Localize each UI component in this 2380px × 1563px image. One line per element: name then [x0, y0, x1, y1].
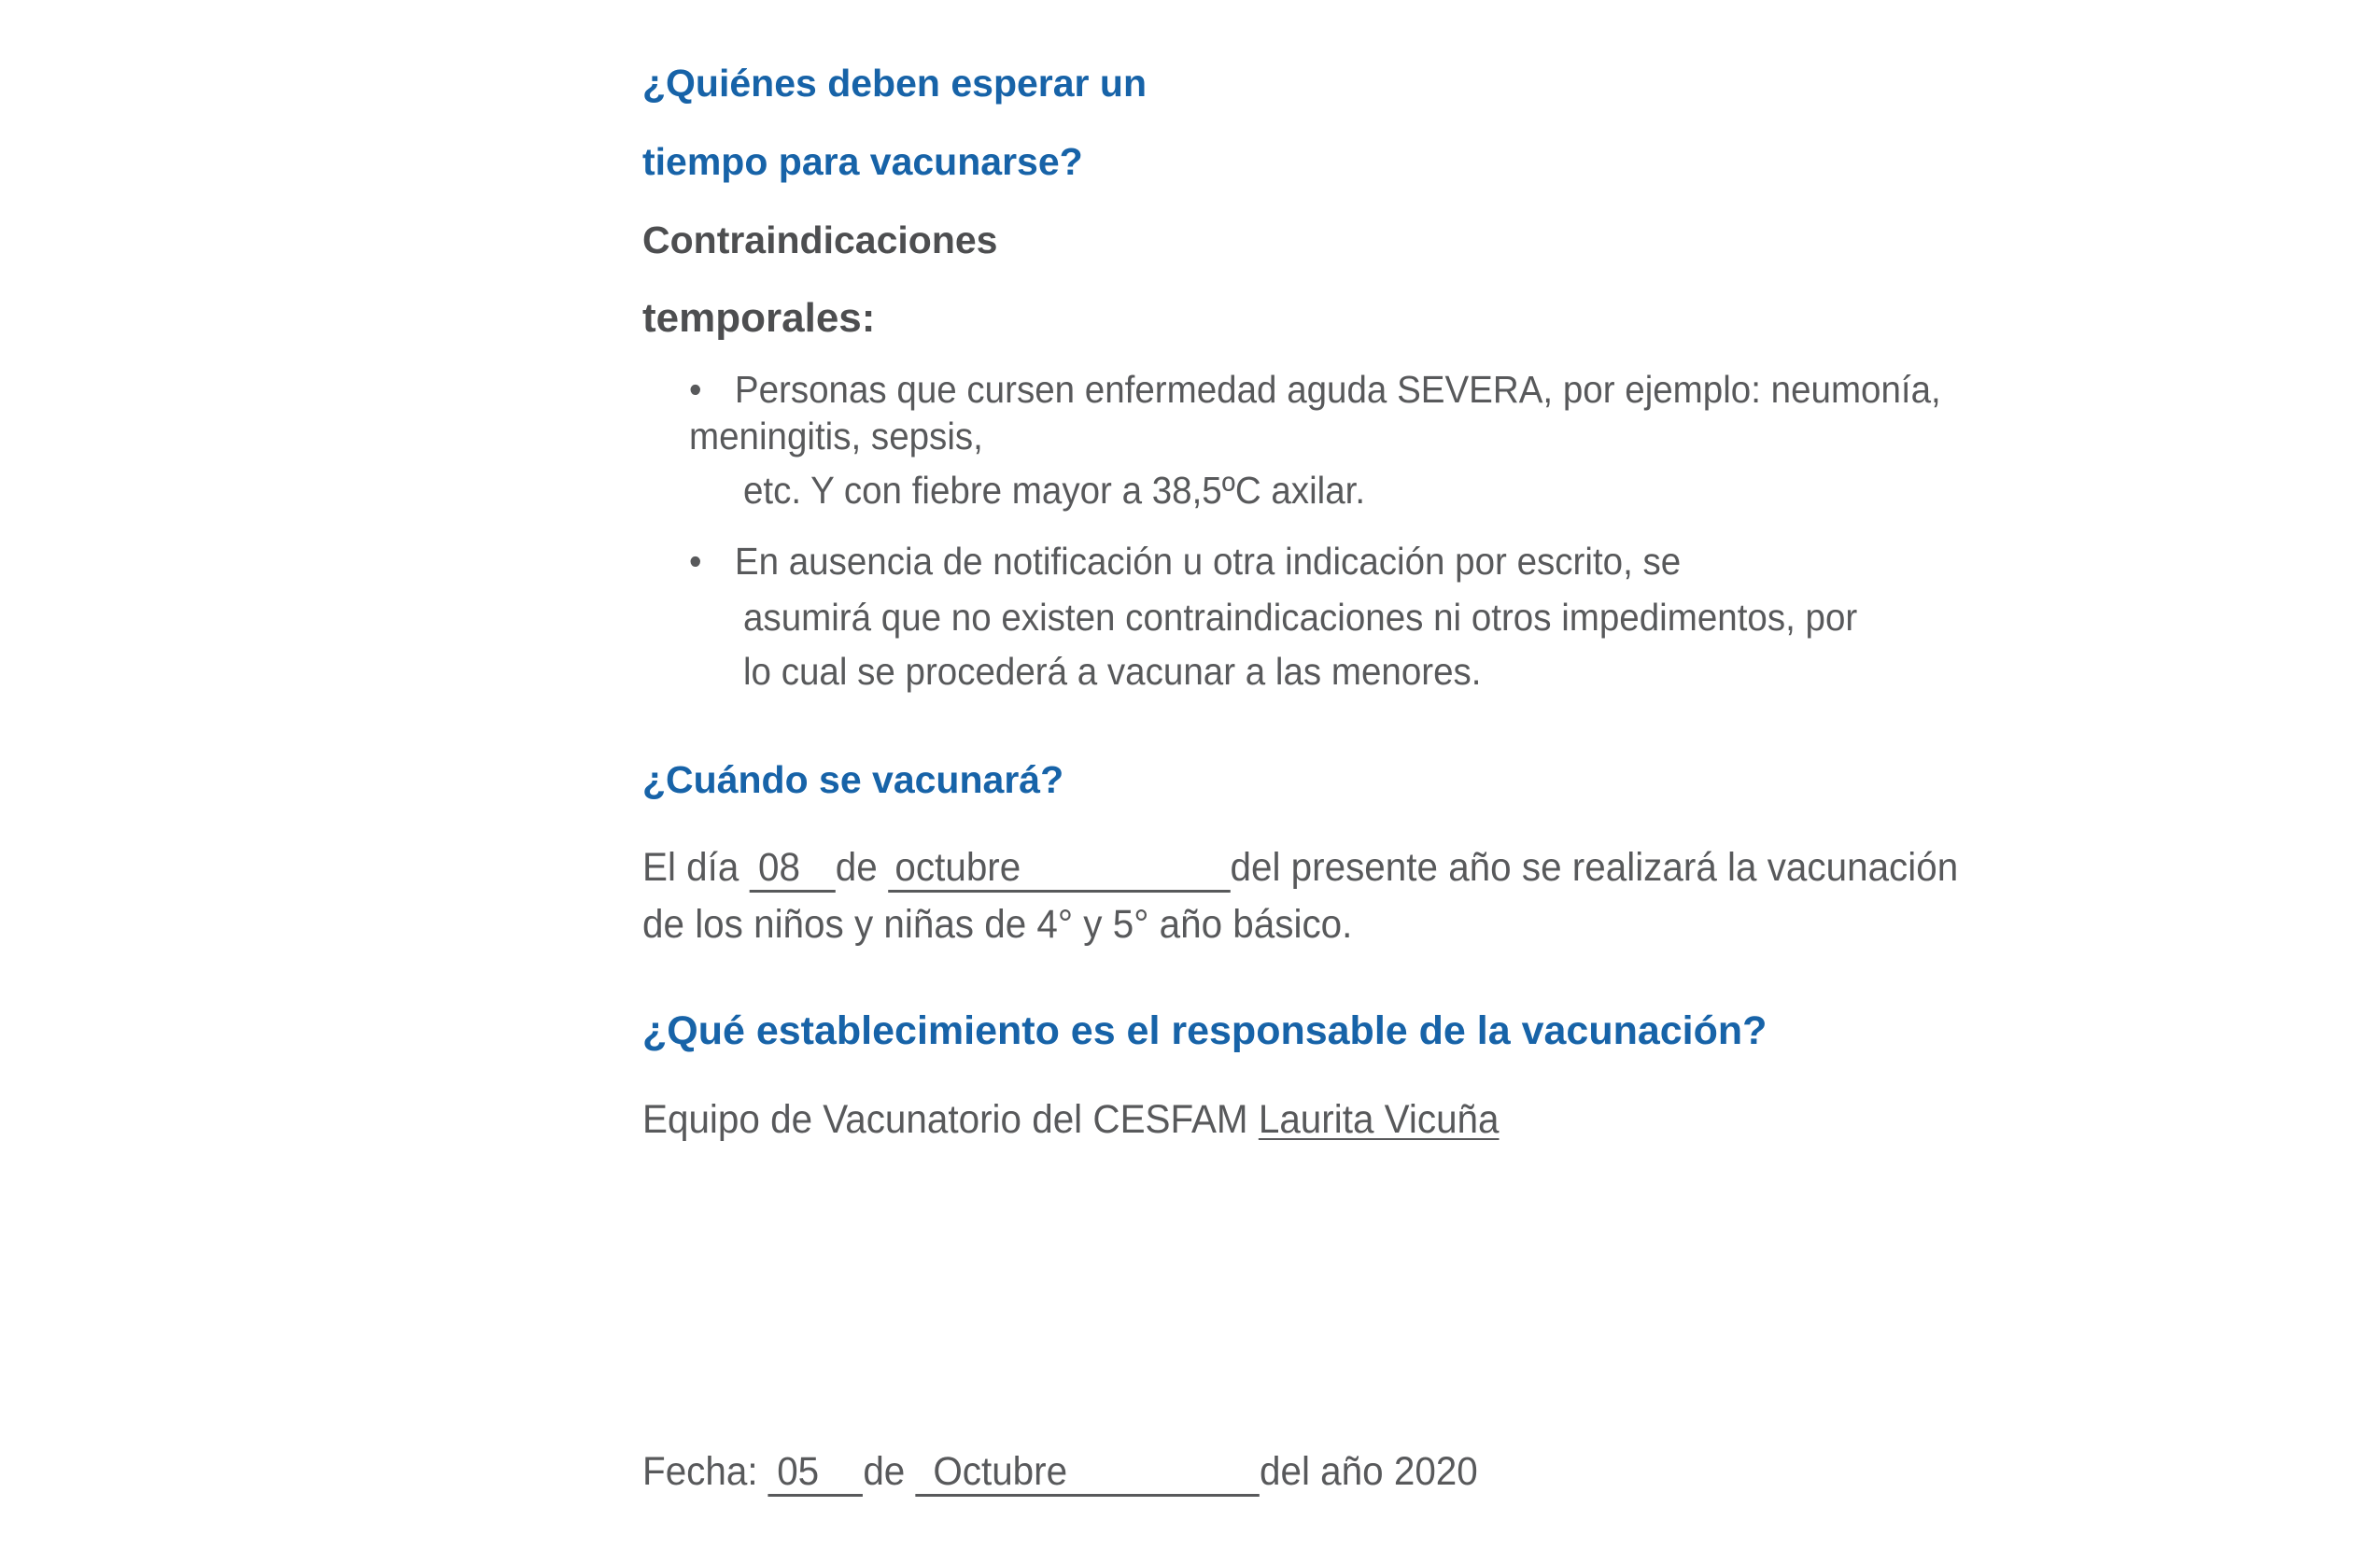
heading-who-should-wait-line1: ¿Quiénes deben esperar un — [642, 62, 1147, 105]
heading-when-vaccinate: ¿Cuándo se vacunará? — [642, 758, 1064, 801]
vaccination-month-field[interactable]: octubre — [888, 848, 1231, 893]
establishment-name-field[interactable]: Laurita Vicuña — [1258, 1097, 1500, 1142]
vaccination-date-line — [642, 845, 1958, 893]
date-de: de — [835, 845, 888, 890]
bullet-icon: • — [689, 540, 702, 583]
subheading-contraindications: Contraindicaciones — [642, 218, 998, 261]
list-item-line: lo cual se procederá a vacunar a las menores. — [743, 650, 1482, 693]
bullet-icon: • — [689, 368, 702, 411]
footer-suffix: del año 2020 — [1259, 1449, 1478, 1494]
subheading-temporales: temporales: — [642, 295, 876, 341]
list-item-line — [689, 540, 1681, 584]
footer-de: de — [863, 1449, 916, 1494]
list-item-line: meningitis, sepsis, — [689, 415, 983, 458]
list-item-line: etc. Y con fiebre mayor a 38,5ºC axilar. — [743, 469, 1366, 512]
list-item-text: Personas que cursen enfermedad aguda SEVERA, por ejemplo: neumonía, — [734, 368, 1941, 411]
heading-responsible-establishment: ¿Qué establecimiento es el responsable de la vacunación? — [642, 1008, 1767, 1053]
list-item-line: asumirá que no existen contraindicaciones ni otros impedimentos, por — [743, 596, 1858, 639]
footer-date-line — [642, 1449, 1478, 1497]
establishment-prefix: Equipo de Vacunatorio del CESFAM — [642, 1097, 1259, 1142]
establishment-line — [642, 1097, 1500, 1143]
vaccination-day-field[interactable]: 08 — [750, 848, 836, 893]
footer-date-label: Fecha: — [642, 1449, 768, 1494]
footer-month-field[interactable]: Octubre — [916, 1452, 1260, 1497]
list-item-line — [689, 368, 1941, 412]
date-prefix: El día — [642, 845, 750, 890]
list-item-text: En ausencia de notificación u otra indicación por escrito, se — [734, 540, 1682, 583]
heading-who-should-wait-line2: tiempo para vacunarse? — [642, 140, 1083, 183]
vaccination-grades-line: de los niños y niñas de 4° y 5° año básico. — [642, 902, 1353, 947]
footer-day-field[interactable]: 05 — [768, 1452, 864, 1497]
date-suffix: del presente año se realizará la vacunación — [1230, 845, 1959, 890]
